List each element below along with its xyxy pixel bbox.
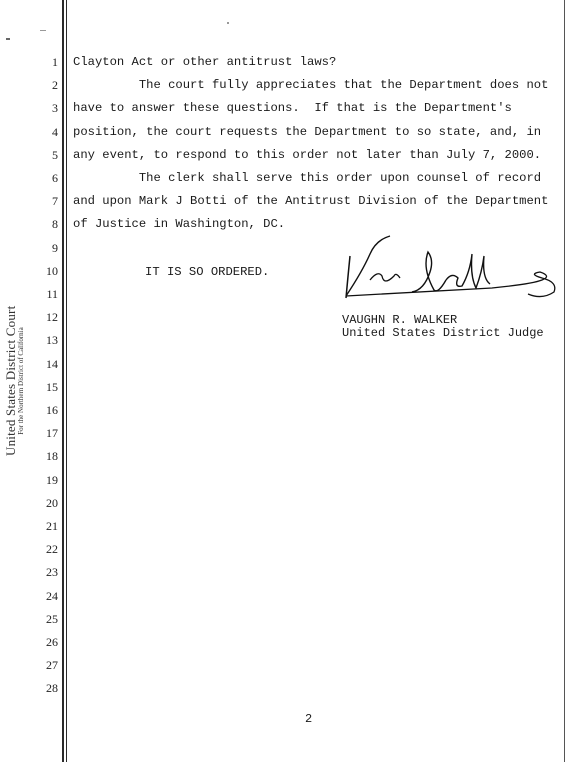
line-number: 8 [52,217,58,232]
line-number: 21 [46,519,58,533]
line-number: 22 [46,542,58,557]
order-text-line: have to answer these questions. If that is the Department's [73,101,512,116]
line-number: 9 [52,240,58,255]
right-margin-rule [564,0,565,762]
line-number: 4 [52,124,58,139]
judge-name: VAUGHN R. WALKER [342,313,458,327]
line-number: 12 [46,310,58,325]
left-margin-rule-outer [62,0,64,762]
court-title: United States District Court [3,305,18,456]
left-margin-rule-inner [66,0,67,762]
line-number: 20 [46,495,58,510]
line-number: 26 [46,635,58,649]
line-number: 14 [46,356,58,371]
order-text-line: The clerk shall serve this order upon counsel of record [73,171,542,185]
order-text-line: Clayton Act or other antitrust laws? [73,55,337,69]
judge-signature [342,232,562,302]
scan-speck [6,38,10,40]
line-number: 23 [46,565,58,580]
line-number: 2 [52,78,58,93]
line-number: 18 [46,449,58,464]
order-text-line: The court fully appreciates that the Department does not [73,78,549,93]
order-text-line: of Justice in Washington, DC. [73,217,286,232]
line-number: 27 [46,658,58,673]
order-text-line: any event, to respond to this order not later than July 7, 2000. [73,147,542,162]
line-number: 15 [46,379,58,394]
line-number: 1 [52,55,58,69]
line-number: 25 [46,611,58,626]
court-sidebar-label [4,306,26,456]
line-number: 10 [46,263,58,278]
scan-speck [227,22,229,24]
line-number: 19 [46,472,58,487]
line-number: 11 [46,287,58,301]
order-text-line: and upon Mark J Botti of the Antitrust Division of the Department [73,194,549,209]
line-number: 7 [52,194,58,209]
court-district: For the Northern District of California [17,327,25,435]
line-number: 24 [46,588,58,603]
line-number: 3 [52,101,58,116]
line-number: 6 [52,171,58,185]
judge-title: United States District Judge [342,326,544,340]
page-number: 2 [305,712,313,726]
line-number: 28 [46,681,58,696]
line-number: 17 [46,426,58,441]
line-number: 13 [46,333,58,348]
line-number: 16 [46,403,58,417]
scan-speck [40,30,46,31]
line-number: 5 [52,147,58,162]
order-closing: IT IS SO ORDERED. [145,265,270,279]
order-text-line: position, the court requests the Department to so state, and, in [73,124,542,139]
